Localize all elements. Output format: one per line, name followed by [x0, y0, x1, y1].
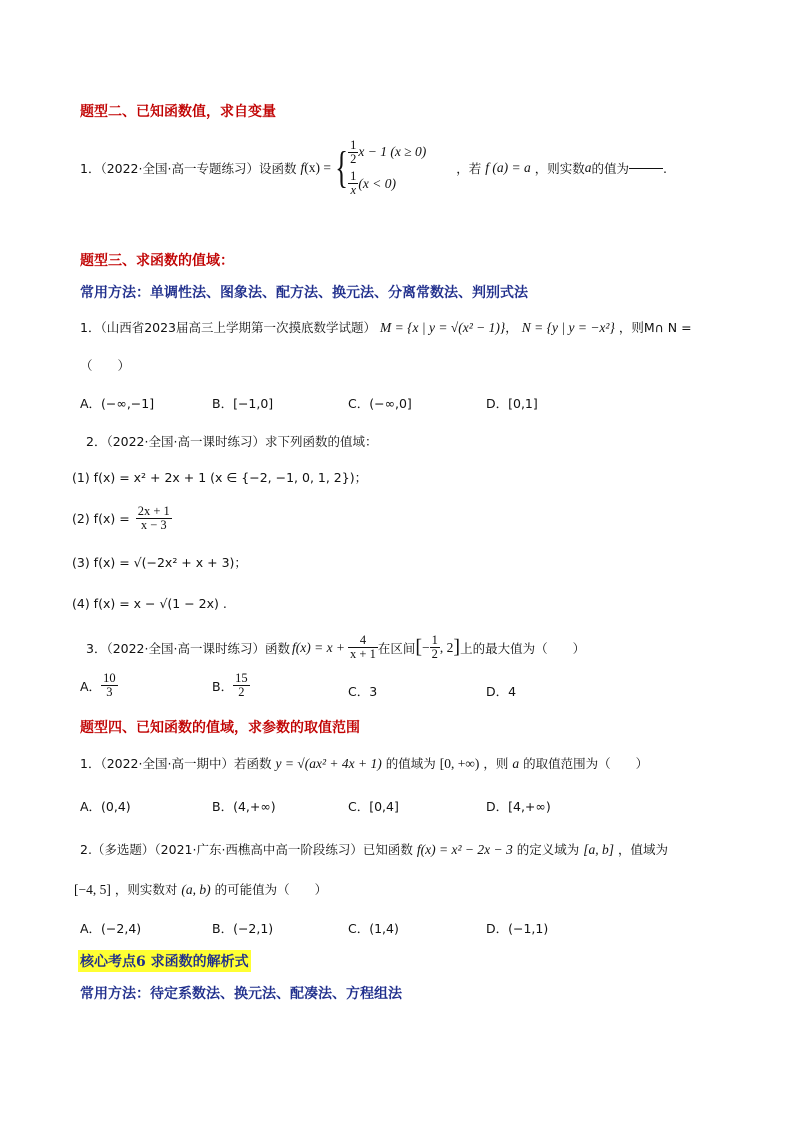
question-3-2-item-3: (3) f(x) = √(−2x² + x + 3)； — [72, 555, 247, 570]
section-methods-type3: 常用方法：单调性法、图象法、配方法、换元法、分离常数法、判别式法 — [80, 285, 528, 301]
question-3-2-item-4: (4) f(x) = x − √(1 − 2x) . — [72, 596, 227, 611]
option-a[interactable]: A．(0,4) — [80, 799, 131, 814]
option-b[interactable]: B．(−2,1) — [212, 921, 274, 936]
option-c[interactable]: C．3 — [348, 684, 378, 699]
piecewise-case-2: (x < 0) — [358, 175, 396, 191]
question-3-2-item-1: (1) f(x) = x² + 2x + 1 (x ∈ {−2, −1, 0, 1, 2})； — [72, 470, 368, 485]
question-3-2: 2．（2022·全国·高一课时练习）求下列函数的值域： — [86, 434, 378, 449]
option-a-den: 3 — [106, 685, 113, 700]
function-expr: f(x) = x + — [291, 639, 346, 655]
option-a-num: 10 — [103, 671, 116, 685]
option-b[interactable] — [212, 672, 250, 699]
item-2-fraction — [136, 505, 172, 532]
question-prefix: 3．（2022·全国·高一课时练习）函数 — [86, 640, 290, 656]
question-prefix: 1．（山西省2023届高三上学期第一次摸底数学试题） — [80, 320, 377, 335]
domain-value: [a, b] — [583, 842, 615, 857]
question-3-1-paren: （ ） — [80, 358, 131, 373]
option-a[interactable]: A．(−∞,−1] — [80, 396, 155, 411]
question-3-1: 1．（山西省2023届高三上学期第一次摸底数学试题） M = {x | y = √(x² − 1)}， N = {y | y = −x²} ，则M∩ N = — [80, 320, 692, 335]
question-3-3 — [86, 634, 585, 661]
core-point-6-methods: 常用方法：待定系数法、换元法、配凑法、方程组法 — [80, 986, 402, 1002]
interval-half: $\frac{1}{2}$ — [431, 633, 438, 662]
variable-a: a — [512, 756, 520, 771]
option-a[interactable]: A．(−2,4) — [80, 921, 142, 936]
piecewise-cases — [348, 139, 426, 198]
option-a-fraction — [101, 672, 118, 699]
pair-value: (a, b) — [181, 882, 211, 897]
question-mid: 的定义域为 — [516, 842, 580, 857]
question-4-1 — [80, 754, 648, 772]
question-text: ，则实数对 — [114, 882, 178, 897]
item-2-numerator: 2x + 1 — [137, 504, 170, 518]
question-end2: 的值为 — [591, 161, 629, 176]
function-numerator: 4 — [348, 634, 378, 648]
answer-blank[interactable] — [629, 168, 663, 169]
question-2-1 — [80, 138, 667, 198]
piecewise-case-1: x − 1 (x ≥ 0) — [358, 144, 427, 160]
question-4-2-line-1 — [80, 840, 668, 858]
range-value: [−4, 5] — [74, 882, 111, 897]
fraction-half: $\frac{1}{2}$ — [350, 137, 357, 166]
function-f: f — [300, 160, 305, 175]
option-a-label: A． — [80, 678, 102, 694]
option-d[interactable]: D．(−1,1) — [486, 921, 549, 936]
question-prefix: 2.（多选题）（2021·广东·西樵高中高一阶段练习）已知函数 — [80, 842, 413, 857]
question-mid2: ，值域为 — [618, 842, 669, 857]
interval-end-value: , 2 — [439, 639, 454, 655]
option-c[interactable]: C．(1,4) — [348, 921, 399, 936]
question-3-2-item-2 — [72, 505, 172, 532]
function-denominator: x + 1 — [350, 647, 376, 662]
option-a[interactable] — [80, 672, 118, 699]
function-arg: (x) = — [304, 160, 331, 175]
interval-bracket-right: ] — [453, 636, 461, 659]
interval-prefix: 在区间 — [377, 640, 416, 656]
interval-end: 上的最大值为（ ） — [460, 640, 586, 656]
option-b-den: 2 — [238, 685, 245, 700]
option-b-label: B． — [212, 678, 234, 694]
function-expr: f(x) = x² − 2x − 3 — [416, 842, 513, 857]
option-b[interactable]: B．[−1,0] — [212, 396, 274, 411]
item-2-denominator: x − 3 — [140, 518, 167, 533]
question-prefix: 1．（2022·全国·高一期中）若函数 — [80, 756, 272, 771]
function-expr: y = √(ax² + 4x + 1) — [275, 756, 382, 771]
question-end: 的可能值为（ ） — [214, 882, 328, 897]
interval-minus: − — [422, 639, 430, 655]
question-mid: 的值域为 — [385, 756, 436, 771]
section-title-type4: 题型四、已知函数的值域，求参数的取值范围 — [80, 720, 360, 736]
question-mid: ，若 — [456, 161, 482, 176]
interval-bracket-left: [ — [415, 636, 423, 659]
option-c[interactable]: C．[0,4] — [348, 799, 399, 814]
option-b-num: 15 — [235, 671, 248, 685]
section-title-type3: 题型三、求函数的值域： — [80, 253, 234, 269]
option-d[interactable]: D．[0,1] — [486, 396, 538, 411]
question-prefix: 1．（2022·全国·高一专题练习）设函数 — [80, 161, 297, 176]
question-end: ，则实数 — [534, 161, 585, 176]
question-ask: ，则M∩ N = — [618, 320, 692, 335]
variable-a: a — [584, 160, 592, 175]
function-fraction — [348, 634, 378, 661]
option-c[interactable]: C．(−∞,0] — [348, 396, 412, 411]
set-m: M = {x | y = √(x² − 1)} — [380, 320, 506, 335]
fraction-one-over-x: $\frac{1}{x}$ — [350, 169, 357, 198]
item-2-label: (2) f(x) = — [72, 511, 130, 527]
piecewise-brace: { — [335, 143, 348, 192]
section-title-type2: 题型二、已知函数值，求自变量 — [80, 104, 276, 120]
set-n: N = {y | y = −x²} — [521, 320, 615, 335]
question-end2: 的取值范围为（ ） — [523, 756, 649, 771]
option-b[interactable]: B．(4,+∞) — [212, 799, 276, 814]
option-b-fraction — [233, 672, 250, 699]
question-end: ，则 — [483, 756, 509, 771]
option-d[interactable]: D．4 — [486, 684, 517, 699]
condition: f (a) = a — [485, 160, 531, 175]
option-d[interactable]: D．[4,+∞) — [486, 799, 551, 814]
range-value: [0, +∞) — [439, 756, 480, 771]
question-4-2-line-2 — [74, 880, 327, 898]
period: . — [663, 160, 667, 176]
core-point-6-title: 核心考点6 求函数的解析式 — [78, 950, 251, 972]
